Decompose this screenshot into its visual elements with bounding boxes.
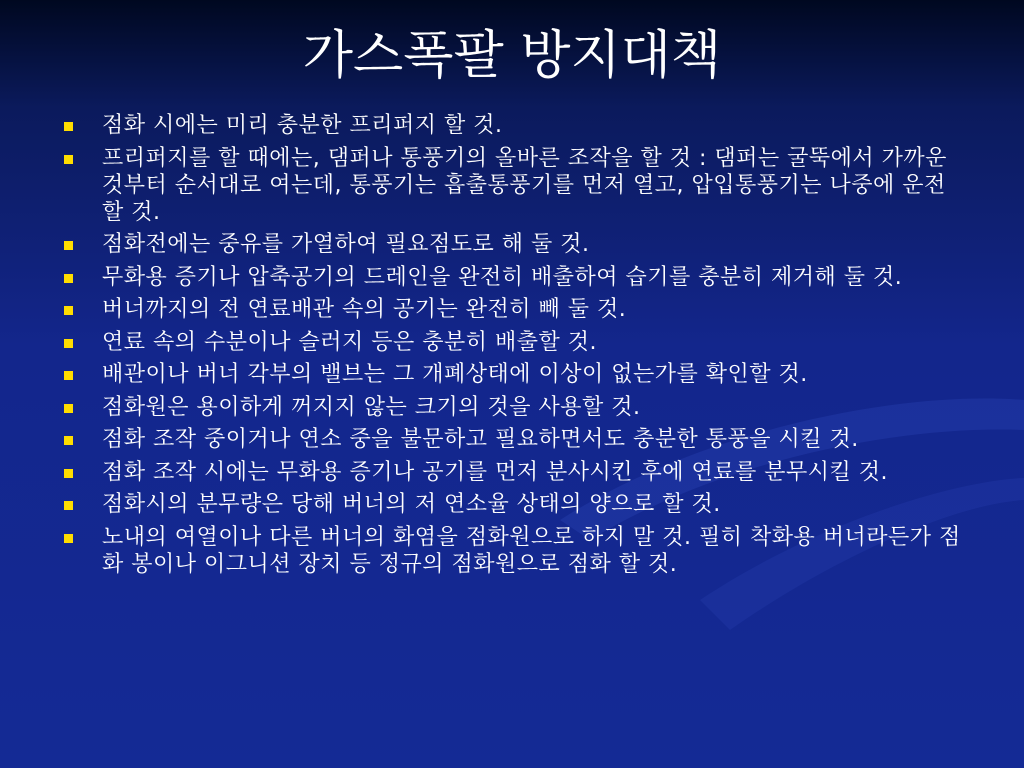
square-bullet-icon bbox=[64, 371, 73, 380]
square-bullet-icon bbox=[64, 306, 73, 315]
bullet-item bbox=[62, 491, 962, 518]
bullet-item bbox=[62, 426, 962, 453]
bullet-text: 점화 조작 중이거나 연소 중을 불문하고 필요하면서도 충분한 통풍을 시킬 것. bbox=[102, 427, 859, 452]
square-bullet-icon bbox=[64, 274, 73, 283]
bullet-text: 노내의 여열이나 다른 버너의 화염을 점화원으로 하지 말 것. 필히 착화용 버너라든가 점화 봉이나 이그니션 장치 등 정규의 점화원으로 점화 할 것. bbox=[102, 524, 961, 577]
slide-title: 가스폭팔 방지대책 bbox=[302, 26, 722, 86]
bullet-text: 무화용 증기나 압축공기의 드레인을 완전히 배출하여 습기를 충분히 제거해 둘 것. bbox=[102, 264, 903, 290]
bullet-item bbox=[62, 524, 962, 578]
square-bullet-icon bbox=[64, 155, 73, 164]
square-bullet-icon bbox=[64, 469, 73, 478]
bullet-item bbox=[62, 145, 962, 226]
bullet-text: 프리퍼지를 할 때에는, 댐퍼나 통풍기의 올바른 조작을 할 것 : 댐퍼는 굴뚝에서 가까운 것부터 순서대로 여는데, 통풍기는 흡출통풍기를 먼저 열고, 압입통풍기는 나중에 운전 할 것. bbox=[102, 145, 947, 225]
bullet-text: 점화원은 용이하게 꺼지지 않는 크기의 것을 사용할 것. bbox=[102, 394, 641, 420]
bullet-item bbox=[62, 296, 962, 323]
bullet-item bbox=[62, 361, 962, 388]
bullet-text: 버너까지의 전 연료배관 속의 공기는 완전히 빼 둘 것. bbox=[102, 297, 627, 322]
bullet-list bbox=[62, 112, 962, 583]
square-bullet-icon bbox=[64, 241, 73, 250]
bullet-item bbox=[62, 264, 962, 291]
bullet-item bbox=[62, 112, 962, 139]
bullet-item bbox=[62, 459, 962, 486]
bullet-text: 점화 조작 시에는 무화용 증기나 공기를 먼저 분사시킨 후에 연료를 분무시킬 것. bbox=[102, 459, 888, 485]
square-bullet-icon bbox=[64, 339, 73, 348]
bullet-text: 연료 속의 수분이나 슬러지 등은 충분히 배출할 것. bbox=[102, 329, 597, 355]
bullet-text: 점화전에는 중유를 가열하여 필요점도로 해 둘 것. bbox=[102, 232, 590, 257]
bullet-text: 점화 시에는 미리 충분한 프리퍼지 할 것. bbox=[102, 113, 503, 138]
square-bullet-icon bbox=[64, 501, 73, 510]
square-bullet-icon bbox=[64, 122, 73, 131]
bullet-text: 점화시의 분무량은 당해 버너의 저 연소율 상태의 양으로 할 것. bbox=[102, 492, 721, 517]
bullet-text: 배관이나 버너 각부의 밸브는 그 개폐상태에 이상이 없는가를 확인할 것. bbox=[102, 362, 808, 387]
bullet-item bbox=[62, 329, 962, 356]
bullet-item bbox=[62, 394, 962, 421]
square-bullet-icon bbox=[64, 436, 73, 445]
square-bullet-icon bbox=[64, 534, 73, 543]
bullet-item bbox=[62, 231, 962, 258]
square-bullet-icon bbox=[64, 404, 73, 413]
